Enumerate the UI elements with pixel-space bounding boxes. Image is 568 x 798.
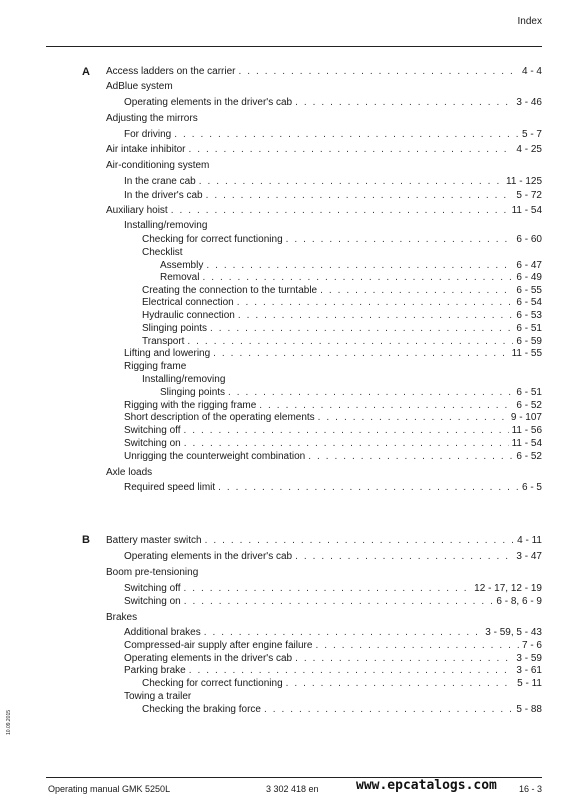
index-heading: Checklist	[142, 247, 183, 258]
index-entry[interactable]: Checking for correct functioning . . . 6 - 60	[142, 234, 542, 246]
index-entry[interactable]: Unrigging the counterweight combination . . . 6 - 52	[124, 451, 542, 463]
index-heading: Air-conditioning system	[106, 160, 210, 171]
index-entry[interactable]: Short description of the operating elements . . . 9 - 107	[124, 412, 542, 424]
index-heading: AdBlue system	[106, 81, 173, 92]
section-letter-b: B	[82, 534, 90, 546]
index-entry[interactable]: Operating elements in the driver's cab . . . 3 - 46	[124, 97, 542, 109]
index-entry[interactable]: In the crane cab . . . 11 - 125	[124, 176, 542, 188]
footer-doc-number: 3 302 418 en	[266, 784, 319, 794]
index-heading: Axle loads	[106, 467, 153, 478]
index-entry[interactable]: For driving . . . 5 - 7	[124, 129, 542, 141]
side-date: 10.09.2015	[6, 709, 12, 735]
index-entry[interactable]: In the driver's cab . . . 5 - 72	[124, 190, 542, 202]
index-entry[interactable]: Removal . . . 6 - 49	[160, 272, 542, 284]
index-entry[interactable]: Switching off . . . 12 - 17, 12 - 19	[124, 583, 542, 595]
index-entry[interactable]: Hydraulic connection . . . 6 - 53	[142, 310, 542, 322]
index-entry[interactable]: Auxiliary hoist . . . 11 - 54	[106, 205, 542, 217]
index-heading: Adjusting the mirrors	[106, 113, 198, 124]
index-entry[interactable]: Checking for correct functioning . . . 5 - 11	[142, 678, 542, 690]
footer-page-number: 16 - 3	[518, 784, 542, 794]
index-entry[interactable]: Compressed-air supply after engine failure . . . 7 - 6	[124, 640, 542, 652]
index-entry[interactable]: Parking brake . . . 3 - 61	[124, 665, 542, 677]
index-entry[interactable]: Additional brakes . . . 3 - 59, 5 - 43	[124, 627, 542, 639]
footer-manual-title: Operating manual GMK 5250L	[48, 784, 171, 794]
index-entry[interactable]: Assembly . . . 6 - 47	[160, 260, 542, 272]
index-heading: Installing/removing	[142, 374, 226, 385]
index-heading: Towing a trailer	[124, 691, 192, 702]
index-entry[interactable]: Battery master switch . . . 4 - 11	[106, 535, 542, 547]
index-entry[interactable]: Rigging with the rigging frame . . . 6 - 52	[124, 400, 542, 412]
index-entry[interactable]: Required speed limit . . . 6 - 5	[124, 482, 542, 494]
index-heading: Installing/removing	[124, 220, 208, 231]
index-entry[interactable]: Switching off . . . 11 - 56	[124, 425, 542, 437]
index-entry[interactable]: Slinging points . . . 6 - 51	[160, 387, 542, 399]
header-rule	[46, 46, 542, 47]
index-entry[interactable]: Electrical connection . . . 6 - 54	[142, 297, 542, 309]
index-entry[interactable]: Checking the braking force . . . 5 - 88	[142, 704, 542, 716]
index-heading: Rigging frame	[124, 361, 187, 372]
page-header-title: Index	[517, 16, 542, 27]
index-heading: Boom pre-tensioning	[106, 567, 199, 578]
index-entry[interactable]: Operating elements in the driver's cab . . . 3 - 47	[124, 551, 542, 563]
index-entry[interactable]: Transport . . . 6 - 59	[142, 336, 542, 348]
section-letter-a: A	[82, 66, 90, 78]
index-entry[interactable]: Slinging points . . . 6 - 51	[142, 323, 542, 335]
index-entry[interactable]: Lifting and lowering . . . 11 - 55	[124, 348, 542, 360]
index-entry[interactable]: Operating elements in the driver's cab . . . 3 - 59	[124, 653, 542, 665]
index-entry[interactable]: Switching on . . . 11 - 54	[124, 438, 542, 450]
index-entry[interactable]: Switching on . . . 6 - 8, 6 - 9	[124, 596, 542, 608]
index-entry[interactable]: Creating the connection to the turntable . . . 6 - 55	[142, 285, 542, 297]
index-entry[interactable]: Access ladders on the carrier . . . 4 - 4	[106, 66, 542, 78]
watermark-link[interactable]: www.epcatalogs.com	[356, 778, 497, 793]
index-heading: Brakes	[106, 612, 138, 623]
index-entry[interactable]: Air intake inhibitor . . . 4 - 25	[106, 144, 542, 156]
